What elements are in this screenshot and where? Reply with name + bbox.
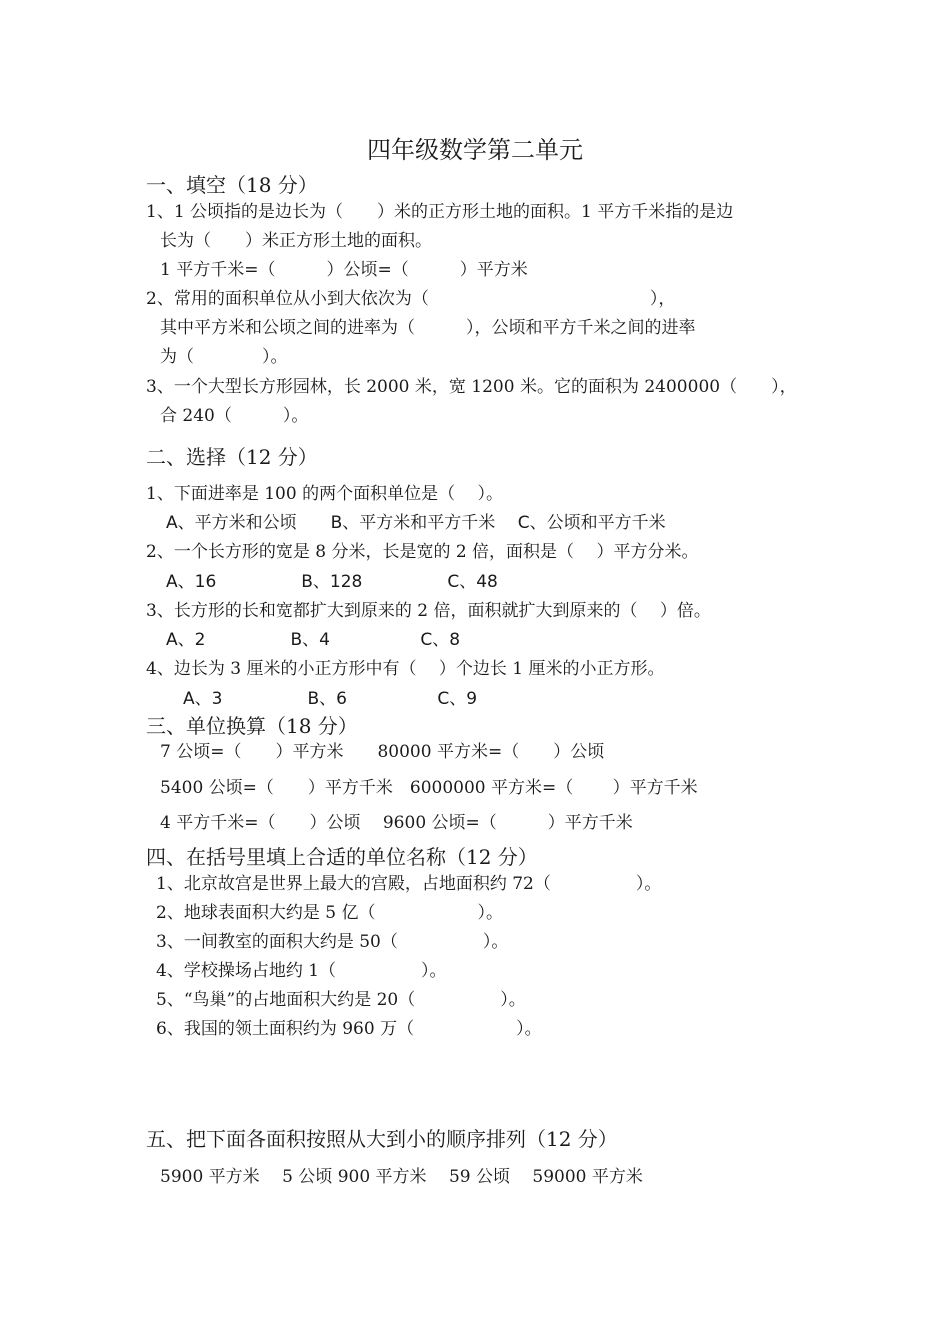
section-1-heading: 一、填空（18 分） xyxy=(146,173,318,197)
s3-row-2: 5400 公顷=（ ）平方千米 6000000 平方米=（ ）平方千米 xyxy=(160,778,698,798)
section-5-heading: 五、把下面各面积按照从大到小的顺序排列（12 分） xyxy=(146,1127,618,1151)
section-4-heading: 四、在括号里填上合适的单位名称（12 分） xyxy=(146,845,538,869)
s1-line-1: 1、1 公顷指的是边长为（ ）米的正方形土地的面积。1 平方千米指的是边 xyxy=(146,202,734,222)
section-3-heading: 三、单位换算（18 分） xyxy=(146,714,358,738)
s4-item-6: 6、我国的领土面积约为 960 万（ ）。 xyxy=(156,1019,542,1039)
s1-line-5: 其中平方米和公顷之间的进率为（ ），公顷和平方千米之间的进率 xyxy=(160,318,696,338)
page-title: 四年级数学第二单元 xyxy=(367,136,583,164)
s4-item-1: 1、北京故宫是世界上最大的宫殿，占地面积约 72（ ）。 xyxy=(156,874,662,894)
s4-item-2: 2、地球表面积大约是 5 亿（ ）。 xyxy=(156,903,503,923)
s4-item-5: 5、“鸟巢”的占地面积大约是 20（ ）。 xyxy=(156,990,526,1010)
s2-question-1-options: A、平方米和公顷 B、平方米和平方千米 C、公顷和平方千米 xyxy=(166,513,666,533)
s3-row-3: 4 平方千米=（ ）公顷 9600 公顷=（ ）平方千米 xyxy=(160,813,633,833)
s4-item-3: 3、一间教室的面积大约是 50（ ）。 xyxy=(156,932,509,952)
s4-item-4: 4、学校操场占地约 1（ ）。 xyxy=(156,961,447,981)
s2-question-3-options: A、2 B、4 C、8 xyxy=(166,630,461,650)
s1-line-3: 1 平方千米=（ ）公顷=（ ）平方米 xyxy=(160,260,528,280)
s1-line-8: 合 240（ ）。 xyxy=(160,406,309,426)
s1-line-2: 长为（ ）米正方形土地的面积。 xyxy=(160,231,432,251)
s2-question-2-options: A、16 B、128 C、48 xyxy=(166,572,498,592)
s1-line-6: 为（ ）。 xyxy=(160,347,288,367)
s2-question-3: 3、长方形的长和宽都扩大到原来的 2 倍，面积就扩大到原来的（ ）倍。 xyxy=(146,601,711,621)
s5-items: 5900 平方米 5 公顷 900 平方米 59 公顷 59000 平方米 xyxy=(160,1167,643,1187)
section-2-heading: 二、选择（12 分） xyxy=(146,445,318,469)
s2-question-2: 2、一个长方形的宽是 8 分米，长是宽的 2 倍，面积是（ ）平方分米。 xyxy=(146,542,699,562)
s2-question-4: 4、边长为 3 厘米的小正方形中有（ ）个边长 1 厘米的小正方形。 xyxy=(146,659,665,679)
s1-line-4: 2、常用的面积单位从小到大依次为（ ）， xyxy=(146,289,676,309)
s1-line-7: 3、一个大型长方形园林，长 2000 米，宽 1200 米。它的面积为 2400000（ ）， xyxy=(146,377,797,397)
s3-row-1: 7 公顷=（ ）平方米 80000 平方米=（ ）公顷 xyxy=(160,742,605,762)
s2-question-4-options: A、3 B、6 C、9 xyxy=(183,689,478,709)
s2-question-1: 1、下面进率是 100 的两个面积单位是（ ）。 xyxy=(146,484,503,504)
